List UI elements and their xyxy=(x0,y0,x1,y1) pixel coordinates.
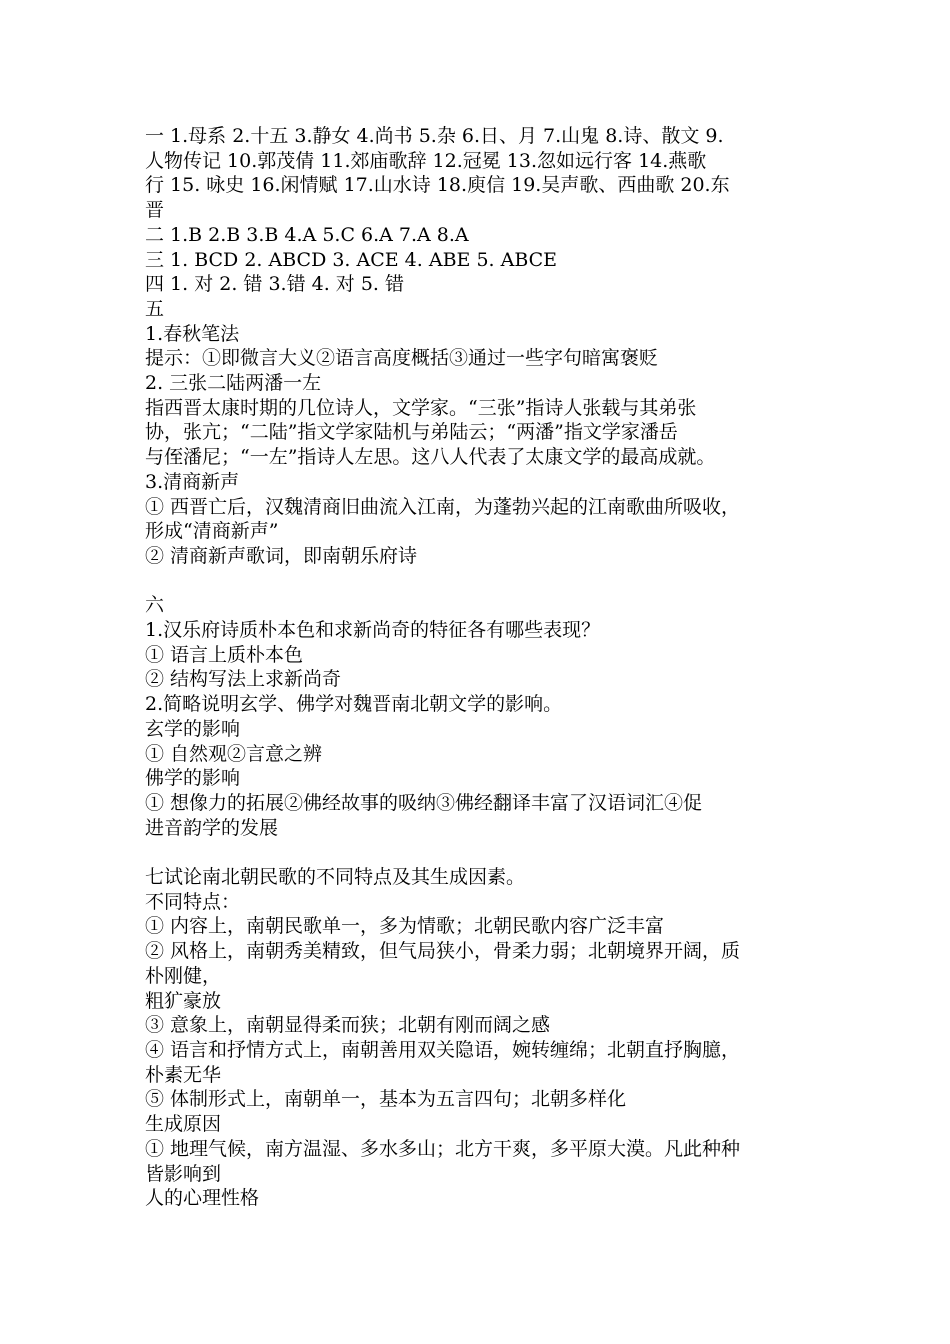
text-line: ② 结构写法上求新尚奇 xyxy=(145,668,342,691)
text-line: 晋 xyxy=(145,199,165,222)
document-body xyxy=(145,124,825,1211)
text-line: ① 西晋亡后，汉魏清商旧曲流入江南，为蓬勃兴起的江南歌曲所吸收， xyxy=(145,495,741,518)
text-line: ① 自然观②言意之辨 xyxy=(145,742,323,765)
section-heading: 七试论南北朝民歌的不同特点及其生成因素。 xyxy=(145,866,526,889)
text-line: 三 1. BCD 2. ABCD 3. ACE 4. ABE 5. ABCE xyxy=(145,248,558,271)
text-line: 3.清商新声 xyxy=(145,470,240,493)
text-line: ① 想像力的拓展②佛经故事的吸纳③佛经翻译丰富了汉语词汇④促 xyxy=(145,791,703,814)
text-line: 2. 三张二陆两潘一左 xyxy=(145,372,322,395)
section-heading: 六 xyxy=(145,594,165,617)
text-line: ② 清商新声歌词，即南朝乐府诗 xyxy=(145,544,418,567)
text-line: 佛学的影响 xyxy=(145,767,241,790)
text-line: 指西晋太康时期的几位诗人，文学家。“三张”指诗人张载与其弟张 xyxy=(145,396,697,419)
text-line: 一 1.母系 2.十五 3.静女 4.尚书 5.杂 6.日、月 7.山鬼 8.诗、散文 9. xyxy=(145,125,724,147)
text-line: 形成“清商新声” xyxy=(145,520,279,543)
text-line: ① 地理气候，南方温湿、多水多山；北方干爽，多平原大漠。凡此种种 xyxy=(145,1137,741,1160)
text-line: 1.春秋笔法 xyxy=(145,322,240,345)
text-line: 粗犷豪放 xyxy=(145,989,222,1012)
text-line: ① 内容上，南朝民歌单一，多为情歌；北朝民歌内容广泛丰富 xyxy=(145,915,665,938)
text-line: ② 风格上，南朝秀美精致，但气局狭小，骨柔力弱；北朝境界开阔，质 xyxy=(145,940,741,963)
text-line: 人的心理性格 xyxy=(145,1187,260,1210)
text-line: 朴素无华 xyxy=(145,1063,222,1086)
text-line: ④ 语言和抒情方式上，南朝善用双关隐语，婉转缠绵；北朝直抒胸臆， xyxy=(145,1038,741,1061)
text-line: 行 15. 咏史 16.闲情赋 17.山水诗 18.庾信 19.吴声歌、西曲歌 20.东 xyxy=(145,174,730,197)
text-line: ⑤ 体制形式上，南朝单一，基本为五言四句；北朝多样化 xyxy=(145,1088,627,1111)
text-line: 提示：①即微言大义②语言高度概括③通过一些字句暗寓褒贬 xyxy=(145,347,659,370)
text-line: ① 语言上质朴本色 xyxy=(145,643,304,666)
text-line: 不同特点： xyxy=(145,890,241,913)
text-line: 与侄潘尼；“一左”指诗人左思。这八人代表了太康文学的最高成就。 xyxy=(145,446,716,469)
text-line: 朴刚健， xyxy=(145,964,222,987)
text-line: 人物传记 10.郭茂倩 11.郊庙歌辞 12.冠冕 13.忽如远行客 14.燕歌 xyxy=(145,149,707,172)
text-line: 1.汉乐府诗质朴本色和求新尚奇的特征各有哪些表现？ xyxy=(145,619,601,642)
section-heading: 五 xyxy=(145,297,165,320)
text-line: 玄学的影响 xyxy=(145,717,241,740)
text-line: 进音韵学的发展 xyxy=(145,816,279,839)
text-line: 皆影响到 xyxy=(145,1162,222,1185)
blank-line xyxy=(145,840,825,865)
text-line: 2.简略说明玄学、佛学对魏晋南北朝文学的影响。 xyxy=(145,693,563,716)
text-line: 协，张亢；“二陆”指文学家陆机与弟陆云；“两潘”指文学家潘岳 xyxy=(145,421,678,444)
text-line: 四 1. 对 2. 错 3.错 4. 对 5. 错 xyxy=(145,273,404,296)
text-line: 二 1.B 2.B 3.B 4.A 5.C 6.A 7.A 8.A xyxy=(145,223,469,246)
text-line: ③ 意象上，南朝显得柔而狭；北朝有刚而阔之感 xyxy=(145,1014,551,1037)
blank-line xyxy=(145,569,825,594)
text-line: 生成原因 xyxy=(145,1113,222,1136)
